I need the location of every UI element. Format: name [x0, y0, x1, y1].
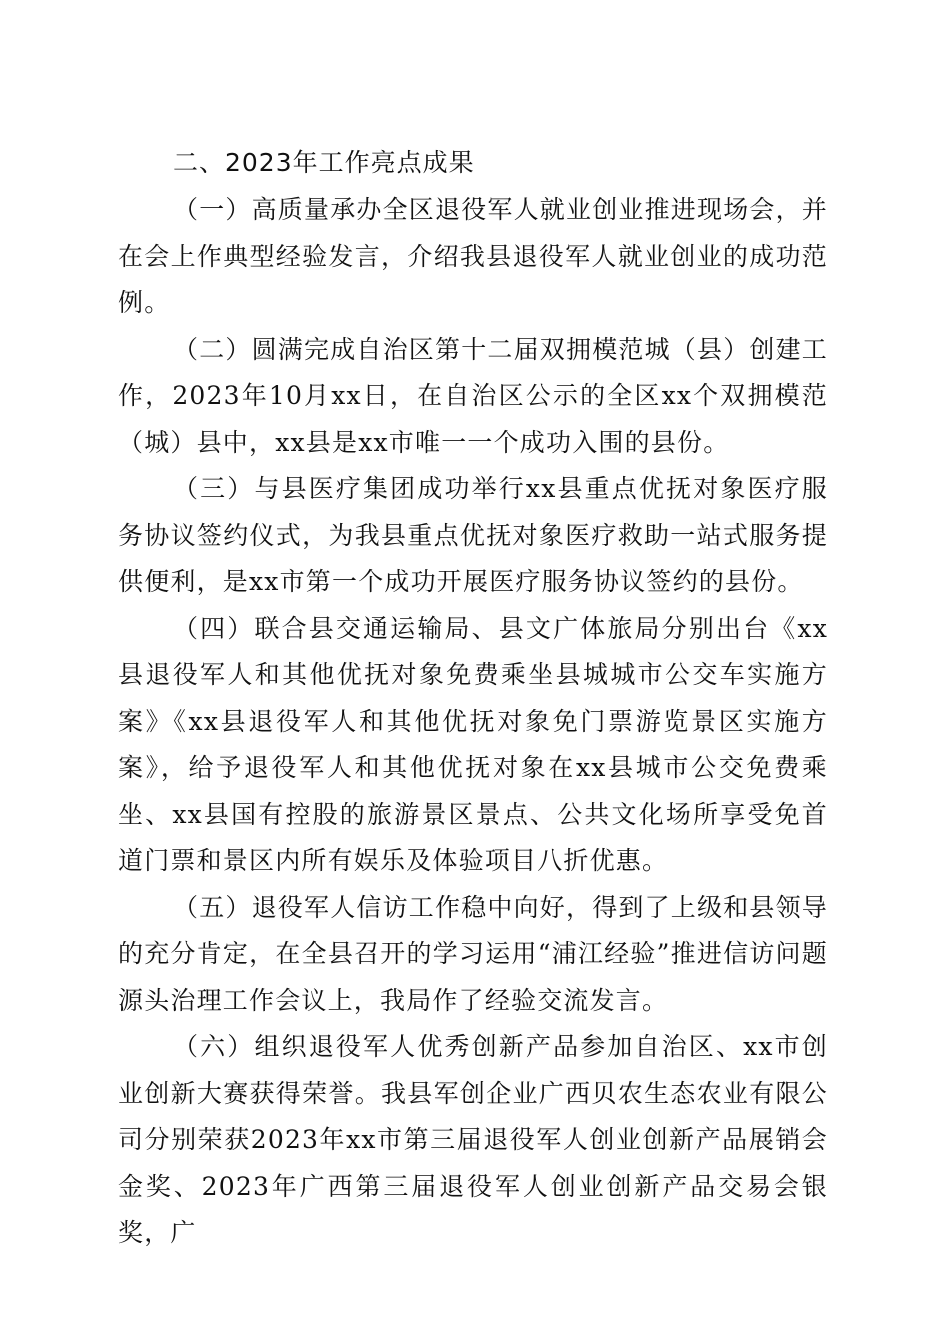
paragraph-3: （三）与县医疗集团成功举行xx县重点优抚对象医疗服务协议签约仪式，为我县重点优抚对象医疗救助一站式服务提供便利，是xx市第一个成功开展医疗服务协议签约的县份。 [118, 474, 828, 596]
paragraph-5: （五）退役军人信访工作稳中向好，得到了上级和县领导的充分肯定，在全县召开的学习运用“浦江经验”推进信访问题源头治理工作会议上，我局作了经验交流发言。 [118, 892, 829, 1015]
paragraph-1: （一）高质量承办全区退役军人就业创业推进现场会，并在会上作典型经验发言，介绍我县退役军人就业创业的成功范例。 [118, 195, 829, 317]
paragraph-2: （二）圆满完成自治区第十二届双拥模范城（县）创建工作，2023年10月xx日，在自治区公示的全区xx个双拥模范（城）县中，xx县是xx市唯一一个成功入围的县份。 [118, 334, 829, 457]
paragraph-6: （六）组织退役军人优秀创新产品参加自治区、xx市创业创新大赛获得荣誉。我县军创企业广西贝农生态农业有限公司分别荣获2023年xx市第三届退役军人创业创新产品展销会金奖、2023年广西第三届退役军人创业创新产品交易会银奖，广 [118, 1032, 828, 1247]
document-body [118, 187, 828, 1257]
section-heading: 二、2023年工作亮点成果 [173, 148, 475, 177]
paragraph-4: （四）联合县交通运输局、县文广体旅局分别出台《xx县退役军人和其他优抚对象免费乘坐县城城市公交车实施方案》《xx县退役军人和其他优抚对象免门票游览景区实施方案》，给予退役军人和其他优抚对象在xx县城市公交免费乘坐、xx县国有控股的旅游景区景点、公共文化场所享受免首道门票和景区内所有娱乐及体验项目八折优惠。 [118, 613, 828, 875]
